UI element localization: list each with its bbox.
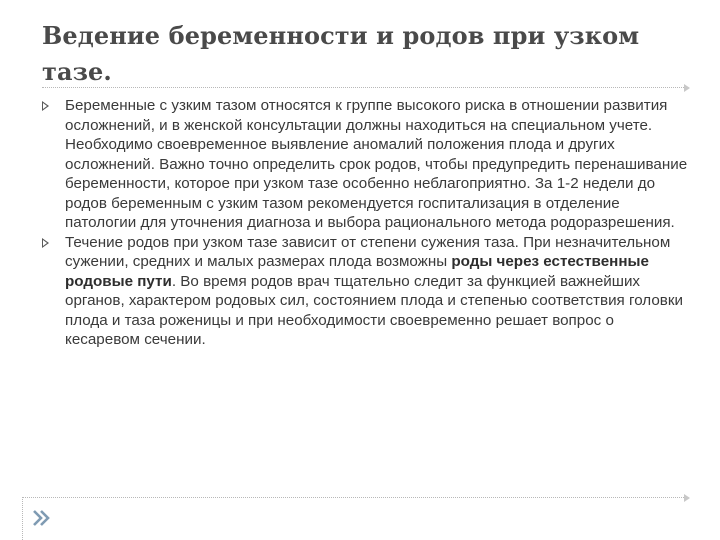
bullet-text-after: . Во время родов врач тщательно следит за функцией важнейших органов, характером родовых сил, состоянием плода и степенью соответствия головки плода и таза роженицы и при необходимости своевременно решает вопрос о кесаревом сечении.: [65, 272, 683, 348]
bullet-text: Беременные с узким тазом относятся к группе высокого риска в отношении развития осложнений, и в женской консультации должны находиться на специальном учете. Необходимо своевременное выявление аномалий положения плода и других осложнений. Важно точно определить срок родов, чтобы предупредить перенашивание беременности, которое при узком тазе особенно неблагоприятно. За 1-2 недели до родов беременным с узким тазом рекомендуется госпитализация в отделение патологии для уточнения диагноза и выбора рационального метода родоразрешения.: [65, 97, 688, 231]
double-chevron-right-icon[interactable]: [31, 508, 51, 528]
title-divider-end: [684, 84, 690, 92]
footer-divider: [22, 497, 686, 498]
footer-left-divider: [22, 497, 23, 540]
triangle-right-outline-icon: [42, 101, 49, 111]
bullet-item-labor-course: [42, 233, 690, 350]
footer-divider-end: [684, 494, 690, 502]
slide-title: Ведение беременности и родов при узком тазе.: [42, 21, 640, 86]
bullet-list: [42, 96, 690, 350]
bullet-item-pregnancy-management: [42, 96, 690, 233]
bullet-text-bold: роды через естественные родовые пути: [65, 253, 649, 290]
triangle-right-outline-icon: [42, 238, 49, 248]
title-divider: [42, 87, 686, 88]
bullet-text-before: Течение родов при узком тазе зависит от степени сужения таза. При незначительном сужении, средних и малых размерах плода возможны: [65, 233, 671, 270]
